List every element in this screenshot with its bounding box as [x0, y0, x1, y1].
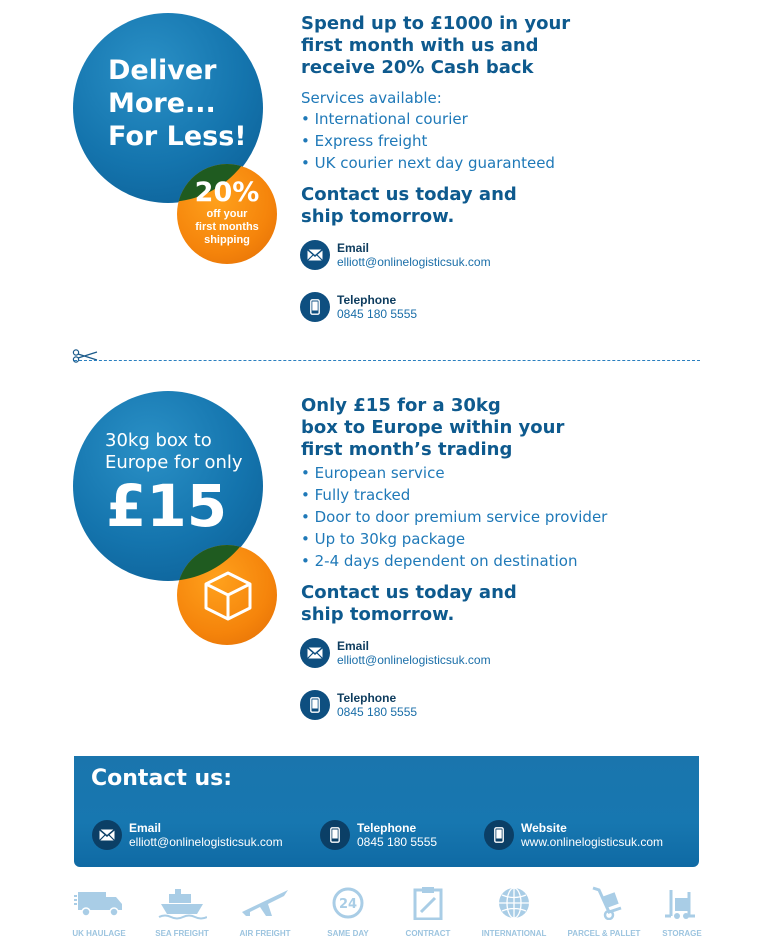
- service-same-day[interactable]: [308, 886, 388, 938]
- list-item: • International courier: [301, 108, 555, 130]
- offer2-email-row[interactable]: [300, 638, 491, 668]
- offer1-heading-line: receive 20% Cash back: [301, 57, 534, 78]
- service-sea-freight[interactable]: [142, 886, 222, 938]
- offer1-services-label: Services available:: [301, 89, 442, 107]
- offer1-phone-row[interactable]: [300, 292, 417, 322]
- list-item: • Door to door premium service provider: [301, 506, 607, 528]
- list-item: • European service: [301, 462, 607, 484]
- globe-icon: [489, 886, 539, 920]
- offer1-circle-text: [108, 54, 247, 153]
- offer2-features-list: [301, 462, 607, 572]
- contact-panel-title: Contact us:: [91, 766, 233, 791]
- service-label: SEA FREIGHT: [155, 929, 209, 938]
- hand-truck-icon: [579, 886, 629, 920]
- service-label: SAME DAY: [327, 929, 369, 938]
- email-label: Email: [129, 821, 162, 835]
- offer1-cta: [301, 184, 517, 228]
- service-parcel-pallet[interactable]: [564, 886, 644, 938]
- scissors-icon: [72, 349, 98, 368]
- offer2-circle-text: [105, 430, 243, 538]
- list-item: • 2-4 days dependent on destination: [301, 550, 607, 572]
- service-air-freight[interactable]: [225, 886, 305, 938]
- offer1-heading: [301, 13, 570, 79]
- envelope-icon: [92, 820, 122, 850]
- list-item: • Express freight: [301, 130, 555, 152]
- email-label: Email: [337, 241, 370, 255]
- offer1-cta-line: ship tomorrow.: [301, 206, 455, 227]
- envelope-icon: [300, 240, 330, 270]
- phone-label: Telephone: [337, 293, 397, 307]
- offer2-heading-line: Only £15 for a 30kg: [301, 395, 501, 416]
- offer1-circle-line: More...: [108, 88, 216, 119]
- cut-line-divider: [74, 360, 700, 361]
- offer1-services-list: [301, 108, 555, 174]
- service-label: INTERNATIONAL: [481, 929, 547, 938]
- offer2-heading-line: box to Europe within your: [301, 417, 565, 438]
- email-link[interactable]: elliott@onlinelogisticsuk.com: [337, 255, 491, 269]
- panel-email-item[interactable]: [92, 820, 283, 850]
- offer2-circle-line: 30kg box to: [105, 430, 212, 451]
- phone-icon: [300, 292, 330, 322]
- email-label: Email: [337, 639, 370, 653]
- offer1-circle-line: Deliver: [108, 55, 217, 86]
- panel-phone-item[interactable]: [320, 820, 437, 850]
- service-storage[interactable]: [642, 886, 722, 938]
- box-icon: [202, 570, 254, 627]
- service-label: PARCEL & PALLET: [567, 929, 641, 938]
- list-item: • Fully tracked: [301, 484, 607, 506]
- offer2-cta: [301, 582, 517, 626]
- service-contract[interactable]: [388, 886, 468, 938]
- website-link[interactable]: www.onlinelogisticsuk.com: [521, 835, 664, 849]
- phone-icon: [320, 820, 350, 850]
- list-item: • Up to 30kg package: [301, 528, 607, 550]
- offer2-cta-line: ship tomorrow.: [301, 604, 455, 625]
- offer2-circle-line: Europe for only: [105, 452, 243, 473]
- plane-icon: [240, 886, 290, 920]
- email-link[interactable]: elliott@onlinelogisticsuk.com: [337, 653, 491, 667]
- offer1-badge-line: first months: [195, 221, 259, 233]
- service-label: UK HAULAGE: [72, 929, 126, 938]
- offer1-badge-line: shipping: [204, 234, 250, 246]
- phone-icon: [300, 690, 330, 720]
- offer1-badge-pct: 20%: [194, 177, 260, 208]
- ship-icon: [157, 886, 207, 920]
- service-uk-haulage[interactable]: [59, 886, 139, 938]
- offer1-badge-text: [177, 178, 277, 247]
- phone-number[interactable]: 0845 180 5555: [357, 835, 438, 849]
- svg-text:24: 24: [338, 897, 358, 912]
- service-label: CONTRACT: [405, 929, 451, 938]
- offer2-heading: [301, 395, 564, 461]
- email-link[interactable]: elliott@onlinelogisticsuk.com: [129, 835, 283, 849]
- service-label: AIR FREIGHT: [239, 929, 291, 938]
- envelope-icon: [300, 638, 330, 668]
- offer2-heading-line: first month’s trading: [301, 439, 513, 460]
- phone-number[interactable]: 0845 180 5555: [337, 307, 418, 321]
- offer1-heading-line: Spend up to £1000 in your: [301, 13, 571, 34]
- phone-number[interactable]: 0845 180 5555: [337, 705, 418, 719]
- offer1-badge-line: off your: [206, 208, 248, 220]
- phone-icon: [484, 820, 514, 850]
- offer2-phone-row[interactable]: [300, 690, 417, 720]
- list-item: • UK courier next day guaranteed: [301, 152, 555, 174]
- website-label: Website: [521, 821, 567, 835]
- service-label: STORAGE: [662, 929, 702, 938]
- contact-panel: [74, 756, 699, 867]
- offer1-email-row[interactable]: [300, 240, 491, 270]
- truck-icon: [74, 886, 124, 920]
- panel-website-item[interactable]: [484, 820, 663, 850]
- phone-label: Telephone: [337, 691, 397, 705]
- clipboard-icon: [403, 886, 453, 920]
- offer2-circle-price: £15: [106, 472, 228, 540]
- offer1-heading-line: first month with us and: [301, 35, 539, 56]
- offer2-cta-line: Contact us today and: [301, 582, 517, 603]
- offer1-circle-line: For Less!: [108, 121, 247, 152]
- clock-24-icon: [323, 886, 373, 920]
- service-international[interactable]: [474, 886, 554, 938]
- phone-label: Telephone: [357, 821, 417, 835]
- offer1-cta-line: Contact us today and: [301, 184, 517, 205]
- forklift-icon: [657, 886, 707, 920]
